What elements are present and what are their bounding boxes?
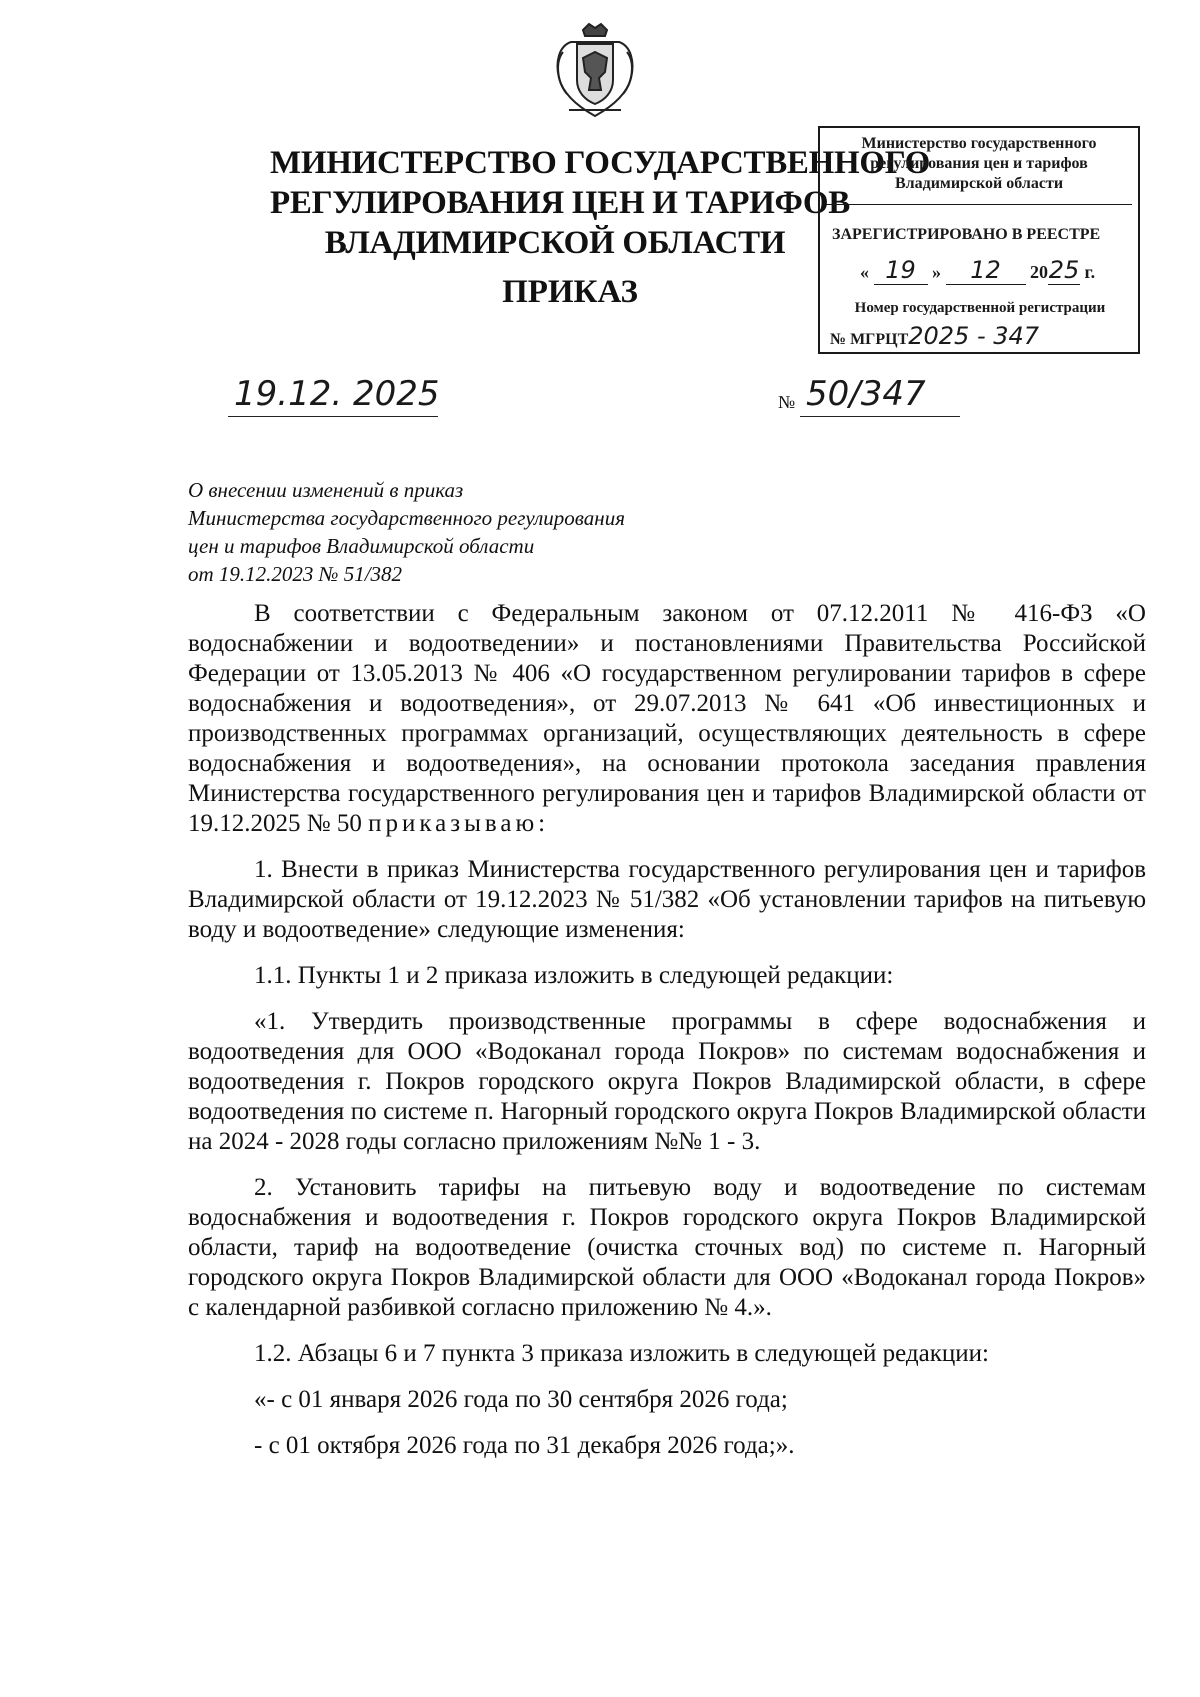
stamp-reg-prefix: № МГРЦТ [830, 331, 909, 348]
order-body [188, 599, 1146, 1461]
organization-name [270, 143, 930, 263]
coat-of-arms-icon [549, 22, 641, 122]
stamp-open-quote: « [860, 262, 869, 282]
quoted-item-1-paragraph: «1. Утвердить производственные программы в сфере водоснабжения и водоотведения для ООО «Водоканал города Покров» по системам водоснабжения и водоотведения г. Покров городского округа Покров Владимирской области, в сфере водоотведения по системе п. Нагорный городского округа Покров Владимирской области на 2024 - 2028 годы согласно приложениям №№ 1 - 3. [188, 1008, 1146, 1155]
subject-line-2: Министерства государственного регулирования [188, 506, 625, 530]
order-word: приказываю: [368, 810, 550, 837]
stamp-close-quote: » [932, 262, 941, 282]
order-number-label: № [778, 392, 796, 412]
stamp-year-prefix: 20 [1030, 262, 1048, 282]
item-1-paragraph: 1. Внести в приказ Министерства государственного регулирования цен и тарифов Владимирской области от 19.12.2023 № 51/382 «Об установлении тарифов на питьевую воду и водоотведение» следующие изменения: [188, 856, 1146, 943]
stamp-header [820, 134, 1138, 194]
subject-line-1: О внесении изменений в приказ [188, 478, 464, 502]
subject-line-3: цен и тарифов Владимирской области [188, 534, 535, 558]
preamble-text: В соответствии с Федеральным законом от 07.12.2011 № 416-ФЗ «О водоснабжении и водоотведении» и постановлениями Правительства Российской Федерации от 13.05.2013 № 406 «О государственном регулировании тарифов в сфере водоснабжения и водоотведения», от 29.07.2013 № 641 «Об инвестиционных и производственных программах организаций, осуществляющих деятельность в сфере водоснабжения и водоотведения», на основании протокола заседания правления Министерства государственного регулирования цен и тарифов Владимирской области от 19.12.2025 № 50 [188, 600, 1146, 837]
document-type: ПРИКАЗ [502, 274, 638, 310]
stamp-month: 12 [970, 256, 1001, 284]
stamp-line-3: Владимирской области [894, 175, 1064, 192]
period-1-line: «- с 01 января 2026 года по 30 сентября 2026 года; [254, 1386, 788, 1413]
order-date: 19.12. 2025 [234, 374, 440, 414]
quoted-item-2-paragraph: 2. Установить тарифы на питьевую воду и водоотведение по системам водоснабжения и водоотведения г. Покров городского округа Покров Владимирской области, тариф на водоотведение (очистка сточных вод) по системе п. Нагорный городского округа Покров Владимирской области для ООО «Водоканал города Покров» с календарной разбивкой согласно приложению № 4.». [188, 1174, 1146, 1321]
stamp-reg-number [830, 322, 1039, 350]
org-name-line-1: МИНИСТЕРСТВО ГОСУДАРСТВЕННОГО [270, 145, 930, 181]
org-name-line-3: ВЛАДИМИРСКОЙ ОБЛАСТИ [324, 225, 786, 261]
stamp-line-2: регулирования цен и тарифов [870, 155, 1088, 172]
stamp-date [860, 256, 1130, 288]
registration-stamp [818, 126, 1140, 354]
period-2-line: - с 01 октября 2026 года по 31 декабря 2026 года;». [254, 1432, 795, 1459]
stamp-reg-number-label: Номер государственной регистрации [854, 300, 1106, 316]
stamp-year-suffix: 25 [1048, 256, 1080, 284]
stamp-divider [826, 204, 1132, 205]
stamp-line-1: Министерство государственного [861, 135, 1097, 152]
org-name-line-2: РЕГУЛИРОВАНИЯ ЦЕН И ТАРИФОВ [270, 185, 850, 221]
order-date-field [228, 374, 440, 417]
subject-line-4: от 19.12.2023 № 51/382 [188, 562, 403, 586]
item-1-1-paragraph: 1.1. Пункты 1 и 2 приказа изложить в следующей редакции: [254, 962, 894, 989]
stamp-registered-label: ЗАРЕГИСТРИРОВАНО В РЕЕСТРЕ [832, 226, 1101, 243]
stamp-year-unit: г. [1084, 262, 1096, 282]
order-subject [188, 476, 748, 588]
stamp-reg-value: 2025 - 347 [908, 322, 1040, 350]
order-number-field [800, 374, 960, 417]
preamble-paragraph [188, 599, 1146, 839]
stamp-day: 19 [885, 256, 916, 284]
order-number: 50/347 [806, 374, 926, 414]
item-1-2-paragraph: 1.2. Абзацы 6 и 7 пункта 3 приказа изложить в следующей редакции: [254, 1340, 989, 1367]
